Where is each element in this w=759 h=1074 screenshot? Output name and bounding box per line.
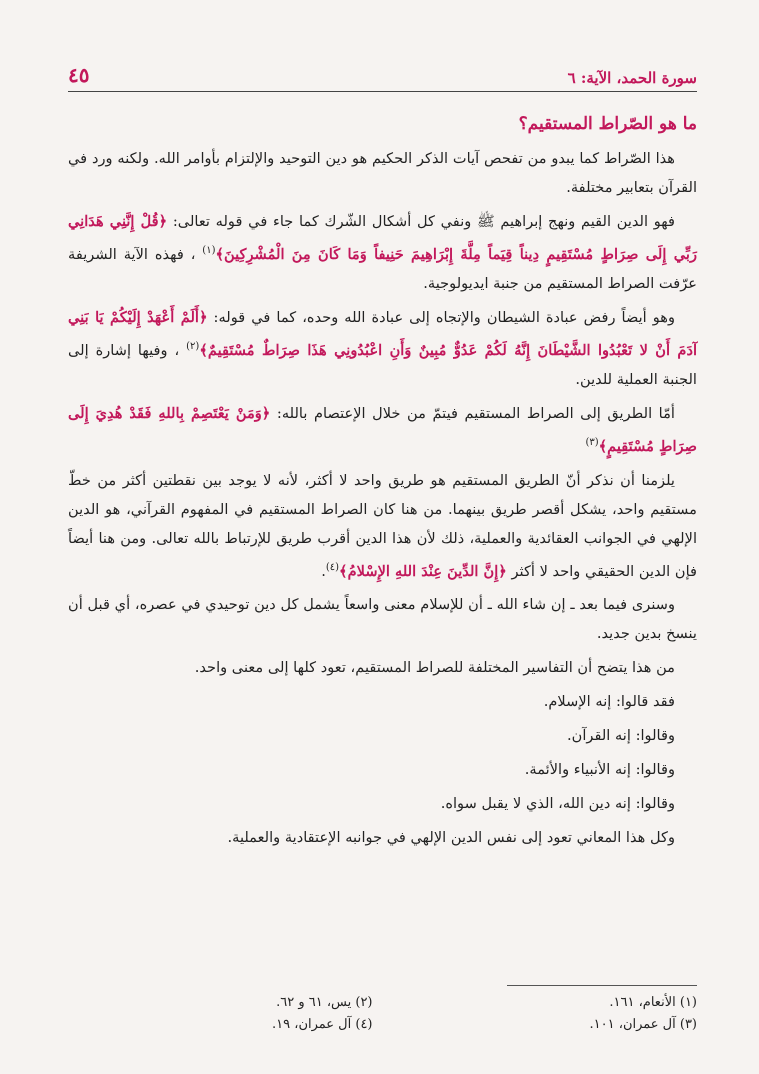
footnote: (٣) آل عمران، ١٠١.	[589, 1017, 697, 1032]
quran-verse: ﴿قُلْ إِنَّنِي هَدَانِي رَبِّي إِلَى صِرَاطٍ مُسْتَقِيمٍ دِيناً قِيَماً مِلَّةَ إِبْرَاهِيمَ حَنِيفاً وَمَا كَانَ مِنَ الْمُشْرِكِينَ﴾	[68, 213, 698, 263]
footnote: (٢) يس، ٦١ و ٦٢.	[276, 995, 373, 1010]
paragraph: وقالوا: إنه القرآن.	[567, 727, 675, 745]
paragraph: من هذا يتضح أن التفاسير المختلفة للصراط المستقيم، تعود كلها إلى معنى واحد.	[194, 659, 675, 677]
page-header	[68, 60, 697, 92]
quran-verse: ﴿إِنَّ الدِّينَ عِنْدَ اللهِ الإِسْلامُ﴾	[339, 562, 507, 580]
footnote: (٤) آل عمران، ١٩.	[272, 1017, 373, 1032]
footnote-ref[interactable]: (١)	[202, 245, 216, 256]
section-heading: ما هو الصّراط المستقيم؟	[518, 114, 697, 134]
page-body	[68, 110, 697, 857]
paragraph	[68, 207, 697, 298]
paragraph	[68, 466, 697, 586]
paragraph-text: ، وفيها إشارة إلى الجنبة العملية للدين.	[68, 341, 697, 388]
footnote-ref[interactable]: (٣)	[585, 436, 599, 448]
paragraph-text: أمّا الطريق إلى الصراط المستقيم فيتمّ من خلال الإعتصام بالله:	[276, 404, 675, 422]
running-title: سورة الحمد، الآية: ٦	[567, 69, 697, 87]
paragraph-text: وهو أيضاً رفض عبادة الشيطان والإتجاه إلى عبادة الله وحده، كما في قوله:	[213, 308, 676, 326]
footnote-ref[interactable]: (٢)	[186, 340, 200, 352]
paragraph	[68, 399, 697, 461]
footnote-divider	[507, 985, 697, 986]
footnote-ref[interactable]: (٤)	[325, 561, 340, 573]
paragraph: وقالوا: إنه الأنبياء والأئمة.	[524, 761, 675, 779]
paragraph: وسنرى فيما بعد ـ إن شاء الله ـ أن للإسلام معنى واسعاً يشمل كل دين توحيدي في عصره، أي قبل أن ينسخ بدين جديد.	[68, 596, 697, 643]
quran-verse: ﴿وَمَنْ يَعْتَصِمْ بِاللهِ فَقَدْ هُدِيَ إِلَى صِرَاطٍ مُسْتَقِيمٍ﴾	[68, 404, 697, 455]
paragraph: فقد قالوا: إنه الإسلام.	[543, 693, 675, 711]
paragraph: وكل هذا المعاني تعود إلى نفس الدين الإلهي في جوانبه الإعتقادية والعملية.	[227, 829, 675, 847]
footnote: (١) الأنعام، ١٦١.	[609, 995, 697, 1010]
paragraph-text: فهو الدين القيم ونهج إبراهيم ﷺ ونفي كل أشكال الشّرك كما جاء في قوله تعالى:	[172, 213, 675, 230]
footnotes	[68, 985, 697, 1036]
paragraph: هذا الصّراط كما يبدو من تفحص آيات الذكر الحكيم هو دين التوحيد والإلتزام بأوامر الله. ولكنه ورد في القرآن بتعابير مختلفة.	[68, 150, 697, 196]
paragraph-text: ، فهذه الآية الشريفة عرّفت الصراط المستقيم من جنبة ايديولوجية.	[68, 245, 697, 292]
paragraph	[68, 303, 697, 394]
page-number: ٤٥	[68, 63, 90, 87]
paragraph-text: يلزمنا أن نذكر أنّ الطريق المستقيم هو طريق واحد لا أكثر، لأنه لا يوجد بين نقطتين أكثر من خطّ مستقيم واحد، يشكل أقصر طريق بينهما. من هنا كان الصراط المستقيم في المفهوم القرآني، هو الدين الإلهي في الجوانب العقائدية والعملية، ذلك لأن هذا الدين أقرب طريق للإرتباط بالله تعالى. ومن هنا أيضاً فإن الدين الحقيقي واحد لا أكثر	[68, 471, 697, 580]
paragraph-text: .	[321, 562, 326, 580]
paragraph: وقالوا: إنه دين الله، الذي لا يقبل سواه.	[440, 795, 675, 813]
quran-verse: ﴿أَلَمْ أَعْهَدْ إِلَيْكُمْ يَا بَنِي آدَمَ أَنْ لا تَعْبُدُوا الشَّيْطَانَ إِنَّهُ لَكُمْ عَدُوٌّ مُبِينٌ وَأَنِ اعْبُدُونِي هَذَا صِرَاطٌ مُسْتَقِيمٌ﴾	[68, 308, 698, 359]
